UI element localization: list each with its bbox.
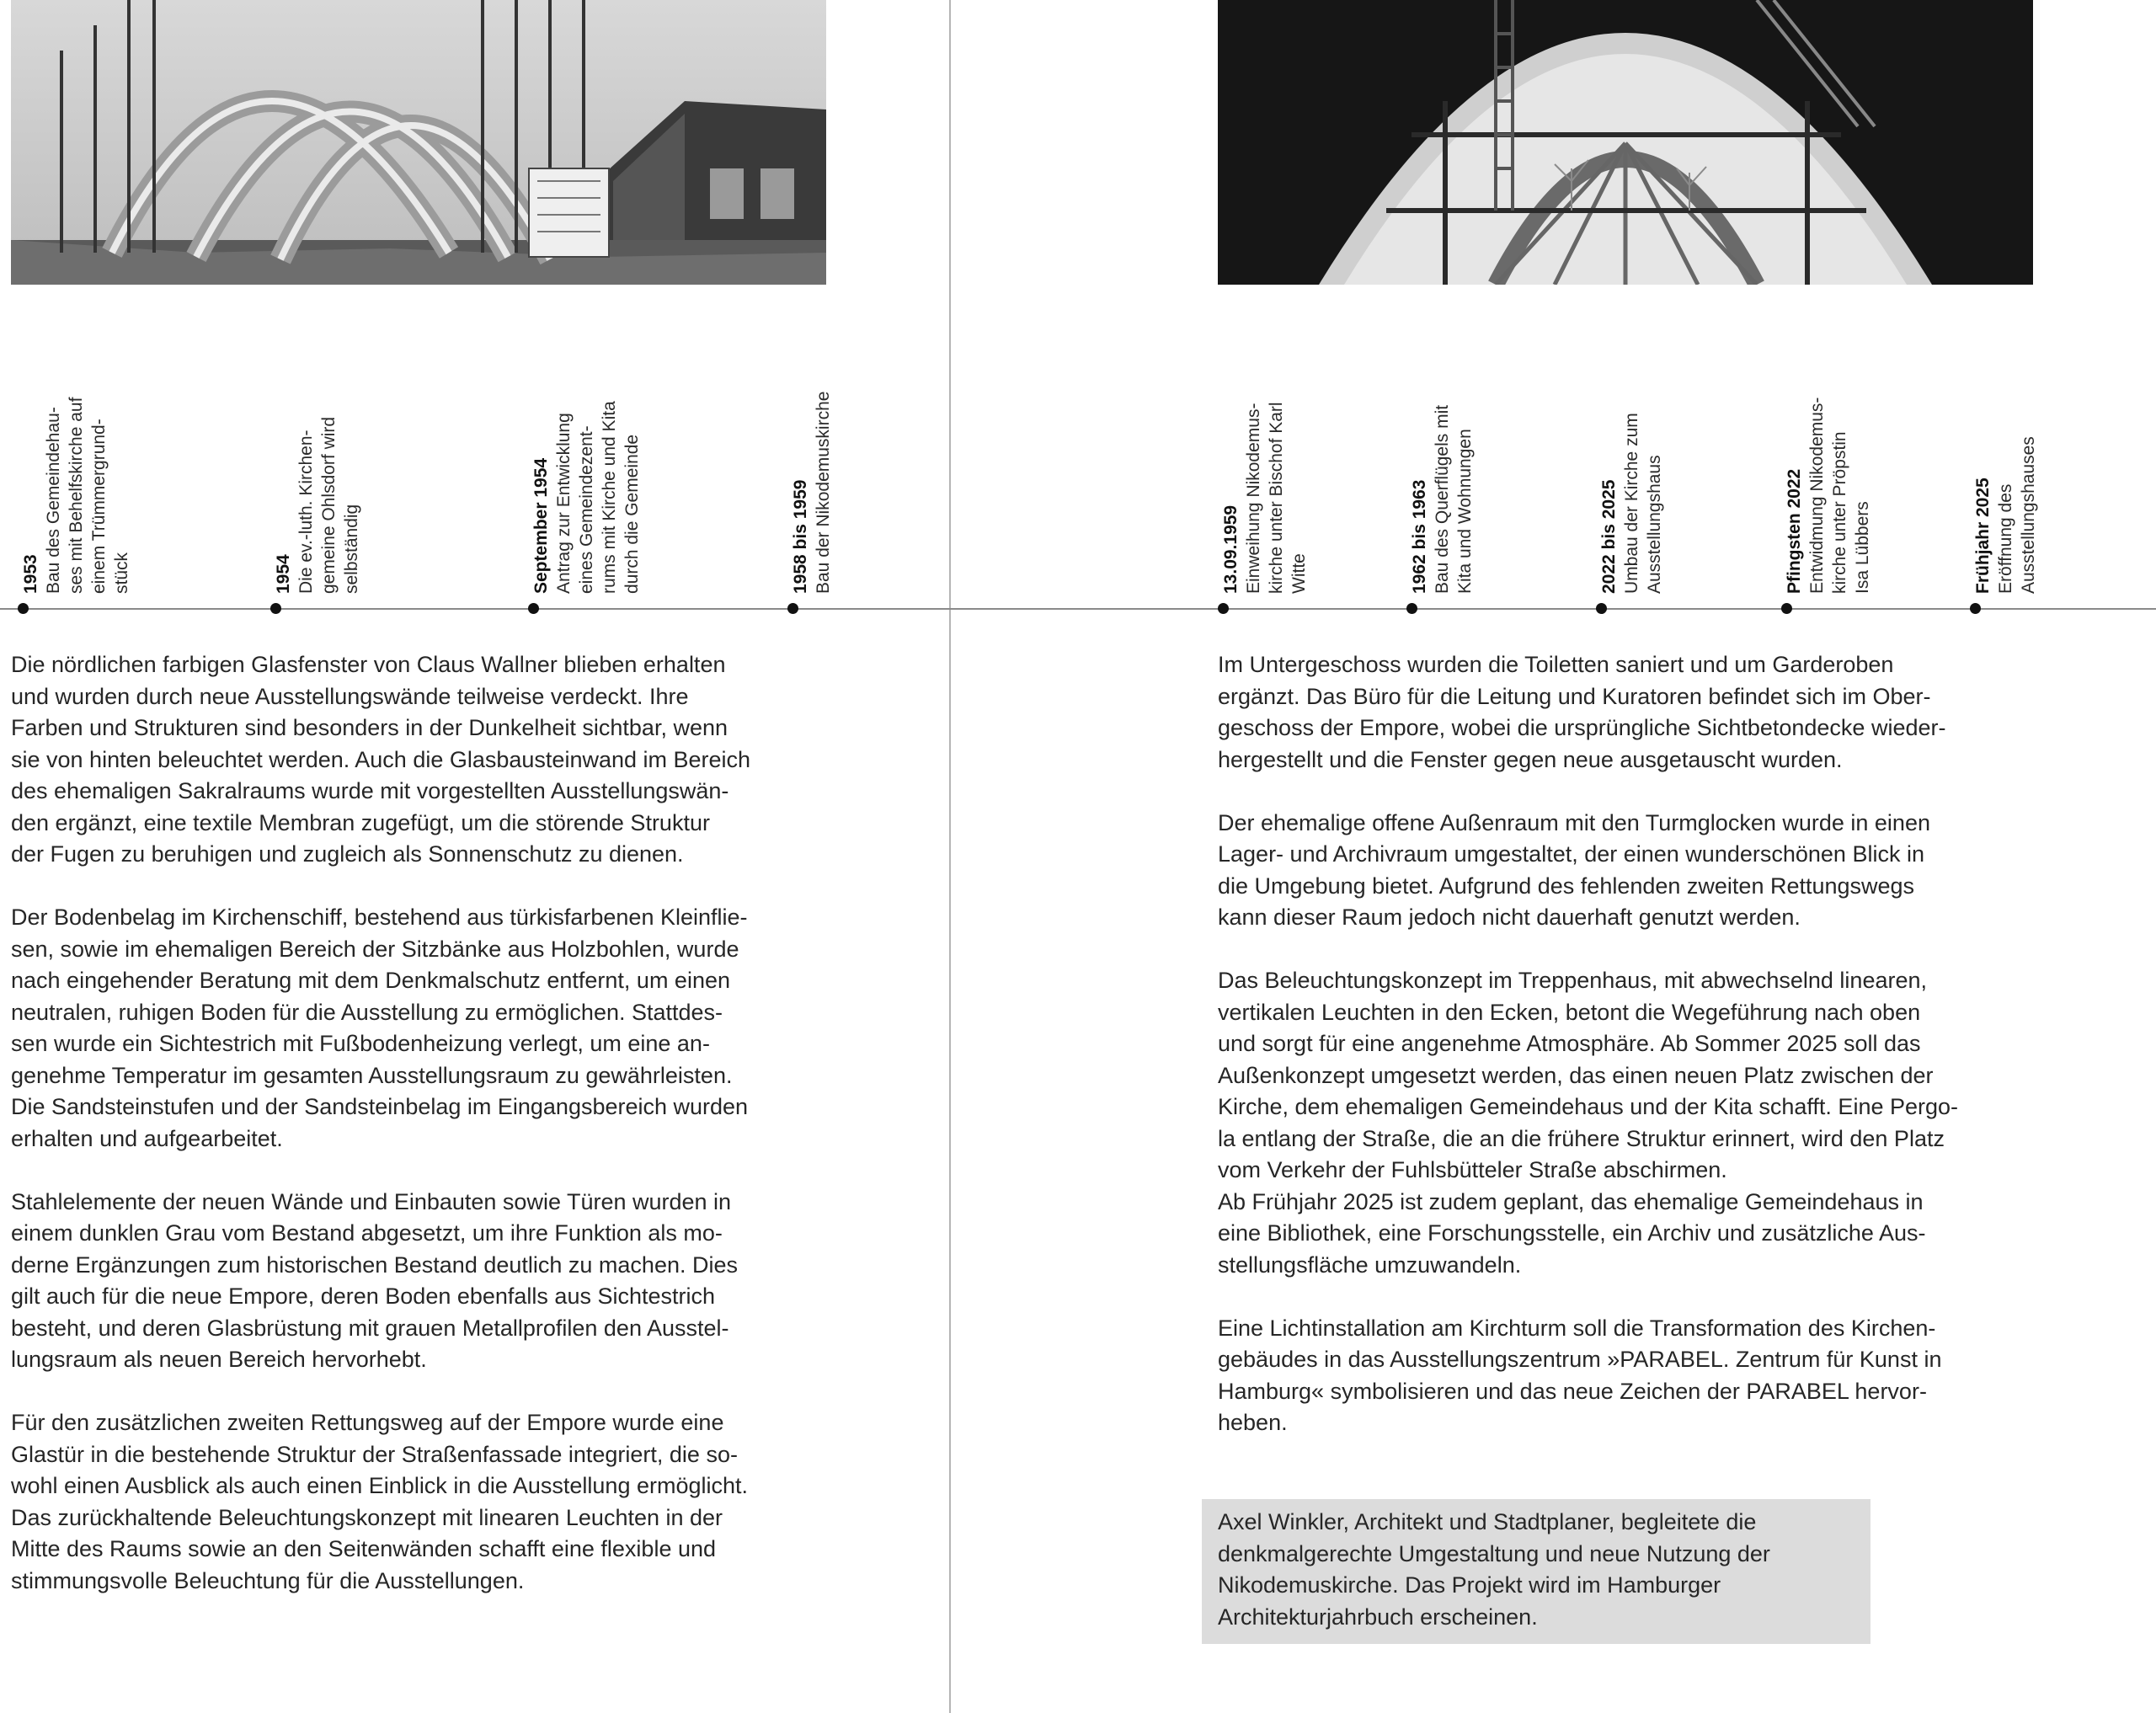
timeline-date: September 1954 <box>531 457 551 594</box>
timeline-date: 1953 <box>21 554 40 594</box>
timeline-text: Bau des Gemeindehau- ses mit Behelfskirche auf einem Trümmergrund- stück <box>44 397 131 594</box>
timeline-text: Einweihung Nikodemus- kirche unter Bischof Karl Witte <box>1244 402 1309 594</box>
timeline-label <box>1598 316 1666 594</box>
timeline-marker <box>1406 603 1417 614</box>
timeline-date: 2022 bis 2025 <box>1599 479 1619 594</box>
timeline-marker <box>528 603 539 614</box>
timeline-marker <box>270 603 281 614</box>
timeline-label <box>1972 316 2040 594</box>
timeline-marker <box>1218 603 1229 614</box>
timeline-label <box>1408 316 1476 594</box>
timeline-marker <box>18 603 29 614</box>
timeline-text: Umbau der Kirche zum Ausstellungshaus <box>1622 413 1664 594</box>
timeline-text: Die ev.-luth. Kirchen- gemeine Ohlsdorf wird selbständig <box>296 416 361 594</box>
paragraph: Das Beleuchtungskonzept im Treppenhaus, mit abwechselnd linearen, vertikalen Leuchten in den Ecken, betont die Wegeführung nach oben und sorgt für eine angenehme Atmosphäre. Ab Sommer 2025 soll das Außenkonzept umgesetzt werden, das einen neuen Platz zwischen der Kirche, dem ehemaligen Gemeindehaus und der Kita schafft. Eine Pergo- la entlang der Straße, die an die frühere Struktur erinnert, wird den Platz vom Verkehr der Fuhlsbütteler Straße abschirmen. <box>1218 968 1959 1182</box>
timeline-marker <box>1970 603 1981 614</box>
timeline-axis <box>0 608 2156 610</box>
timeline-marker <box>1596 603 1607 614</box>
timeline-date: 1958 bis 1959 <box>791 479 810 594</box>
timeline-label <box>530 316 643 594</box>
timeline-text: Entwidmung Nikodemus- kirche unter Pröpstin Isa Lübbers <box>1807 397 1872 594</box>
timeline-label <box>19 316 133 594</box>
paragraph: Im Untergeschoss wurden die Toiletten saniert und um Garderoben ergänzt. Das Büro für die Leitung und Kuratoren befindet sich im Ober- geschoss der Empore, wobei die ursprüngliche Sichtbetondecke wieder- hergestellt und die Fenster gegen neue ausgetauscht wurden. <box>1218 652 1946 772</box>
timeline-date: 13.09.1959 <box>1221 504 1241 594</box>
timeline-date: Pfingsten 2022 <box>1785 468 1804 594</box>
paragraph: Der Bodenbelag im Kirchenschiff, bestehend aus türkisfarbenen Kleinflie- sen, sowie im ehemaligen Bereich der Sitzbänke aus Holzbohlen, wurde nach eingehender Beratung mit dem Denkmalschutz entfernt, um einen neutralen, ruhigen Boden für die Ausstellung zu ermöglichen. Stattdes- sen wurde ein Sichtestrich mit Fußbodenheizung verlegt, um eine an- genehme Temperatur im gesamten Ausstellungsraum zu gewährleisten. Die Sandsteinstufen und der Sandsteinbelag im Eingangsbereich wurden erhalten und aufgearbeitet. <box>11 905 749 1151</box>
page-gutter <box>949 0 951 1713</box>
body-text-left <box>11 649 853 1629</box>
paragraph: Für den zusätzlichen zweiten Rettungsweg auf der Empore wurde eine Glastür in die bestehende Struktur der Straßenfassade integriert, die so- wohl einen Ausblick als auch einen Einblick in die Ausstellung ermöglicht. Das zurückhaltende Beleuchtungskonzept mit linearen Leuchten in der Mitte des Raums sowie an den Seitenwänden schafft eine flexible und stimmungsvolle Beleuchtung für die Ausstellungen. <box>11 1410 749 1593</box>
timeline-date: 1954 <box>274 554 293 594</box>
timeline-marker <box>1781 603 1792 614</box>
construction-photo-right <box>1218 0 2033 285</box>
timeline-text: Bau des Querflügels mit Kita und Wohnungen <box>1433 404 1475 594</box>
construction-photo-left <box>11 0 826 285</box>
body-text-right <box>1218 649 2060 1470</box>
timeline-label <box>272 316 363 594</box>
paragraph: Eine Lichtinstallation am Kirchturm soll die Transformation des Kirchen- gebäudes in das Ausstellungszentrum »PARABEL. Zentrum für Kunst in Hamburg« symbolisieren und das neue Zeichen der PARABEL hervor- heben. <box>1218 1315 1942 1435</box>
paragraph: Die nördlichen farbigen Glasfenster von Claus Wallner blieben erhalten und wurden durch neue Ausstellungswände teilweise verdeckt. Ihre Farben und Strukturen sind besonders in der Dunkelheit sichtbar, wenn sie von hinten beleuchtet werden. Auch die Glasbausteinwand im Bereich des ehemaligen Sakralraums wurde mit vorgestellten Ausstellungswän- den ergänzt, eine textile Membran zugefügt, um die störende Struktur der Fugen zu beruhigen und zugleich als Sonnenschutz zu dienen. <box>11 652 751 867</box>
timeline-date: 1962 bis 1963 <box>1410 479 1429 594</box>
timeline-text: Antrag zur Entwicklung eines Gemeindezent- rums mit Kirche und Kita durch die Gemeinde <box>554 401 642 594</box>
timeline-text: Bau der Nikodemuskirche <box>814 391 833 594</box>
timeline-marker <box>787 603 798 614</box>
timeline-date: Frühjahr 2025 <box>1973 478 1993 594</box>
timeline-label <box>1783 316 1874 594</box>
author-bio-box: Axel Winkler, Architekt und Stadtplaner, begleitete die denkmalgerechte Umgestaltung und neue Nutzung der Nikodemuskirche. Das Projekt wird im Hamburger Architekturjahrbuch erscheinen. <box>1202 1499 1870 1644</box>
paragraph: Der ehemalige offene Außenraum mit den Turmglocken wurde in einen Lager- und Archivraum umgestaltet, der einen wunderschönen Blick in die Umgebung bietet. Aufgrund des fehlenden zweiten Rettungswegs kann dieser Raum jedoch nicht dauerhaft genutzt werden. <box>1218 809 1930 930</box>
timeline-text: Eröffnung des Ausstellungshauses <box>1996 436 2038 594</box>
timeline-label <box>789 316 835 594</box>
timeline-label <box>1219 316 1310 594</box>
paragraph: Ab Frühjahr 2025 ist zudem geplant, das ehemalige Gemeindehaus in eine Bibliothek, eine Forschungsstelle, ein Archiv und zusätzliche Aus- stellungsfläche umzuwandeln. <box>1218 1188 1926 1278</box>
paragraph: Stahlelemente der neuen Wände und Einbauten sowie Türen wurden in einem dunklen Grau vom Bestand abgesetzt, um ihre Funktion als mo- derne Ergänzungen zum historischen Bestand deutlich zu machen. Dies gilt auch für die neue Empore, deren Boden ebenfalls aus Sichtestrich besteht, und deren Glasbrüstung mit grauen Metallprofilen den Ausstel- lungsraum als neuen Bereich hervorhebt. <box>11 1188 738 1372</box>
